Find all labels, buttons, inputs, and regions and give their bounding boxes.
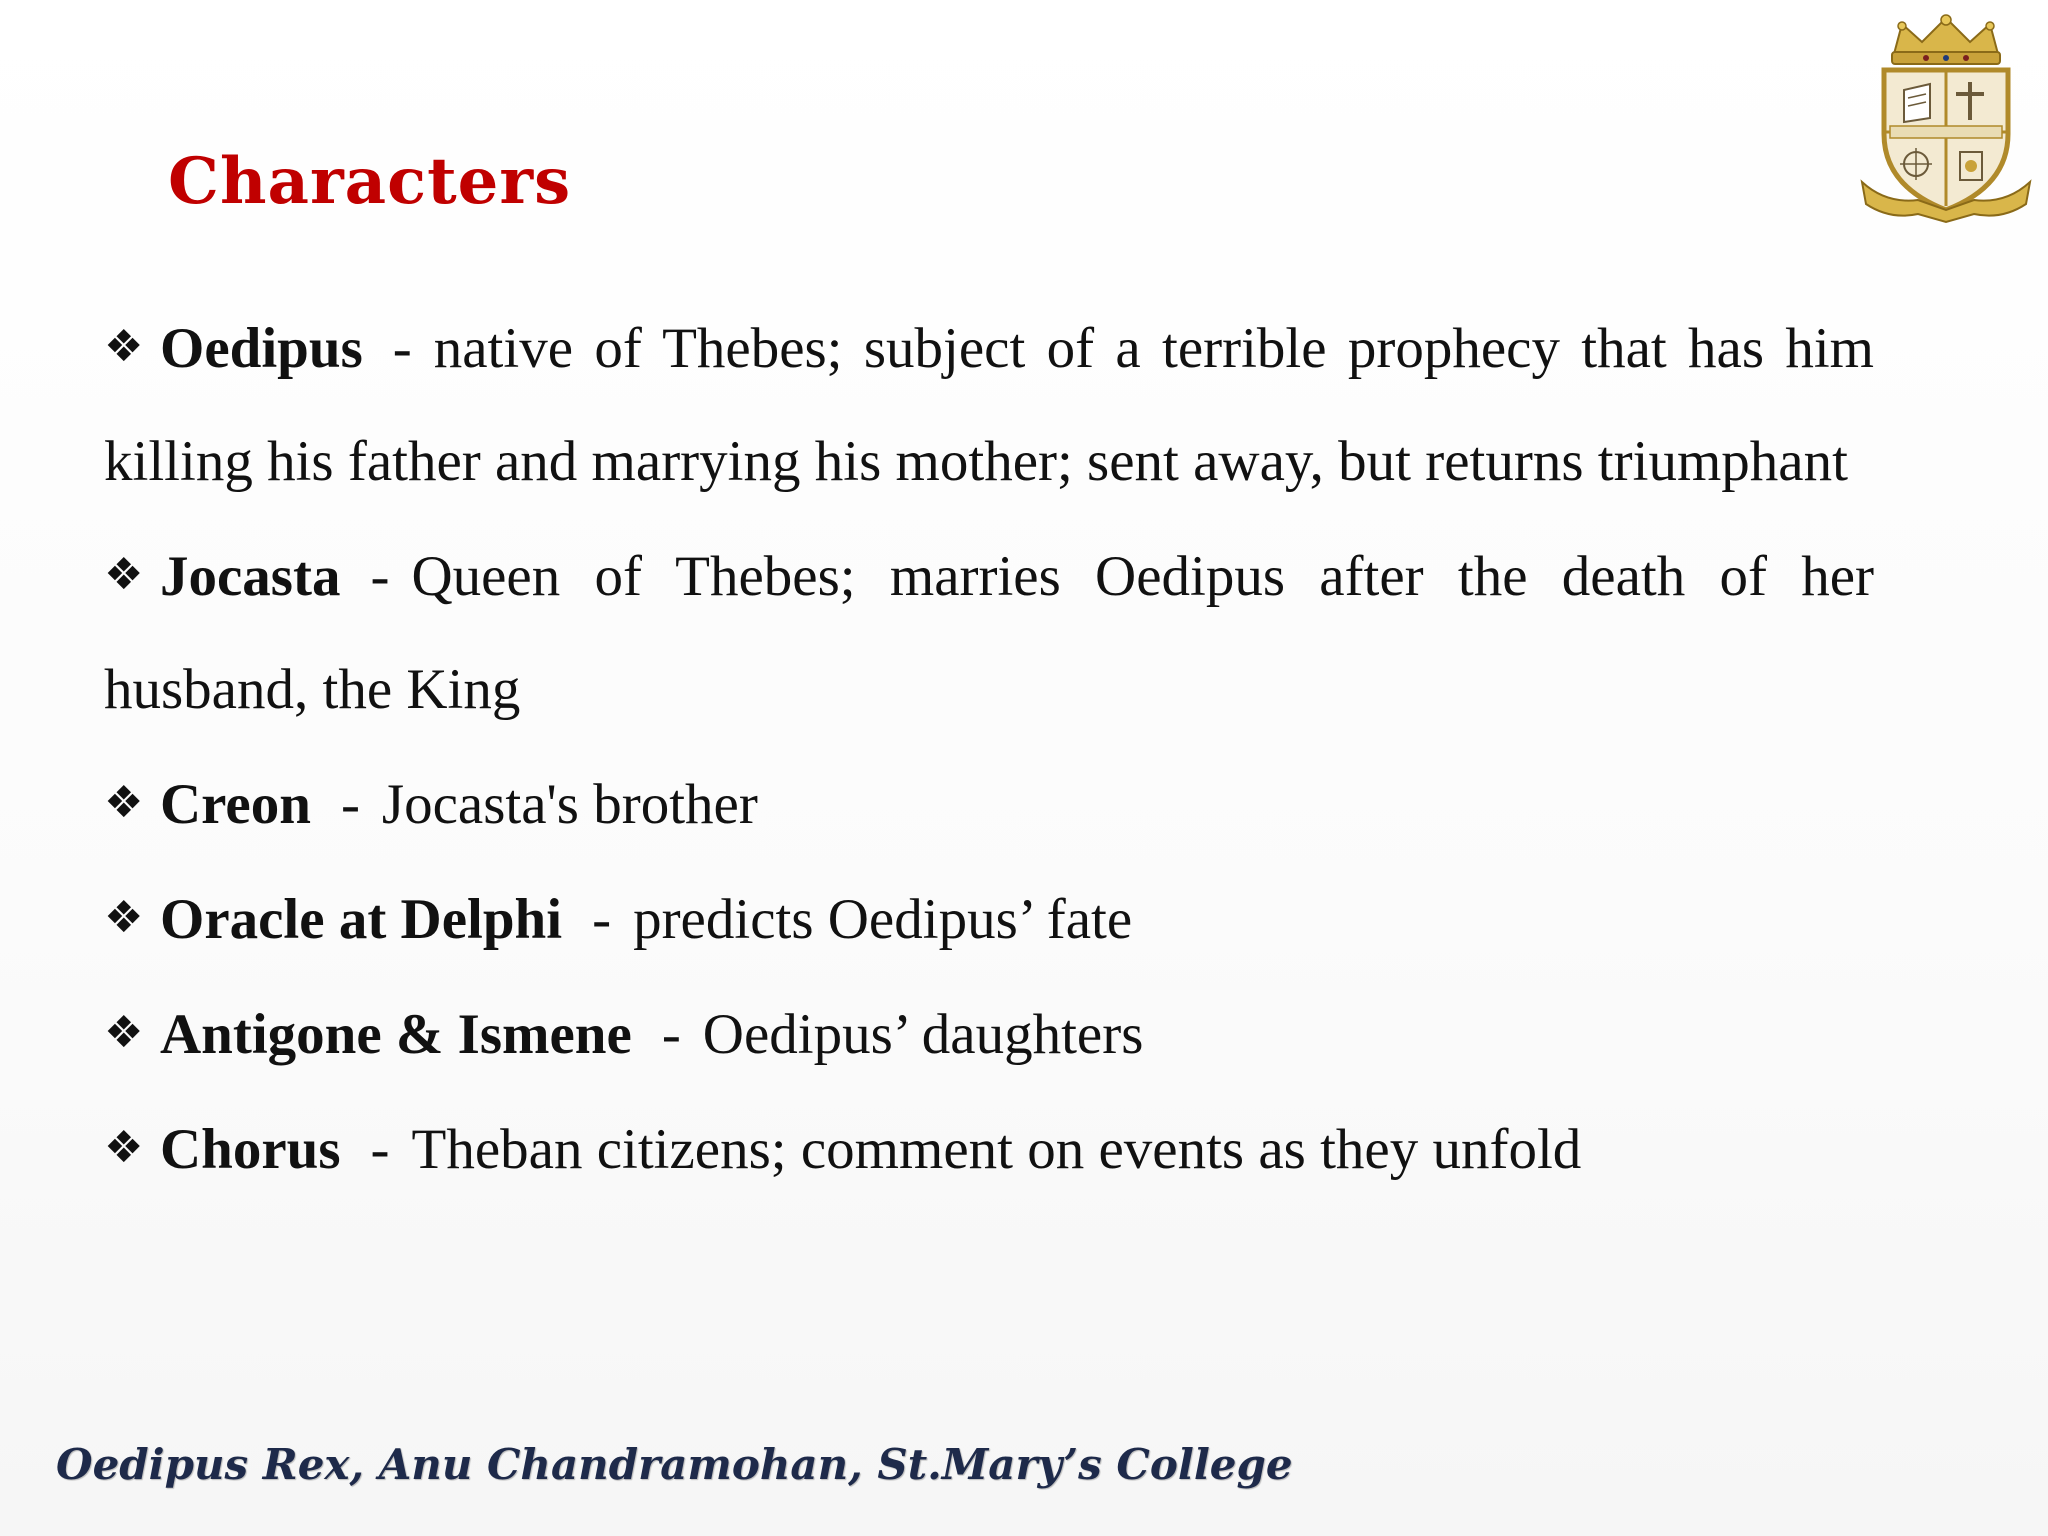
bullet-icon: ❖ <box>104 321 144 372</box>
crown-icon <box>1892 15 2000 64</box>
character-item-oedipus <box>104 290 1874 518</box>
character-item-creon <box>104 746 1874 861</box>
separator: - <box>340 773 360 836</box>
college-crest-icon <box>1856 14 2036 224</box>
separator: - <box>370 545 390 608</box>
character-item-chorus <box>104 1091 1874 1206</box>
character-name: Chorus <box>160 1118 341 1181</box>
character-description: Queen of Thebes; marries Oedipus after the death of her husband, the King <box>104 545 1874 721</box>
separator: - <box>370 1118 390 1181</box>
character-description: Oedipus’ daughters <box>702 1003 1144 1066</box>
character-name: Oracle at Delphi <box>160 888 563 951</box>
bullet-icon: ❖ <box>104 892 144 943</box>
separator: - <box>592 888 612 951</box>
character-item-oracle <box>104 861 1874 976</box>
character-name: Oedipus <box>160 317 363 380</box>
character-description: predicts Oedipus’ fate <box>633 888 1133 951</box>
separator: - <box>661 1003 681 1066</box>
character-name: Creon <box>160 773 311 836</box>
character-item-antigone-ismene <box>104 976 1874 1091</box>
character-name: Jocasta <box>160 545 341 608</box>
character-item-jocasta <box>104 518 1874 746</box>
shield-icon <box>1884 70 2008 210</box>
bullet-icon: ❖ <box>104 777 144 828</box>
bullet-icon: ❖ <box>104 549 144 600</box>
slide-title: Characters <box>168 144 572 219</box>
character-description: Jocasta's brother <box>381 773 758 836</box>
bullet-icon: ❖ <box>104 1007 144 1058</box>
character-name: Antigone & Ismene <box>160 1003 632 1066</box>
character-description: native of Thebes; subject of a terrible prophecy that has him killing his father and marrying his mother; sent away, but returns triumphant <box>104 317 1874 493</box>
character-description: Theban citizens; comment on events as they unfold <box>411 1118 1582 1181</box>
separator: - <box>392 317 412 380</box>
slide-footer: Oedipus Rex, Anu Chandramohan, St.Mary’s College <box>56 1440 1293 1489</box>
character-list <box>104 290 1874 1206</box>
bullet-icon: ❖ <box>104 1122 144 1173</box>
